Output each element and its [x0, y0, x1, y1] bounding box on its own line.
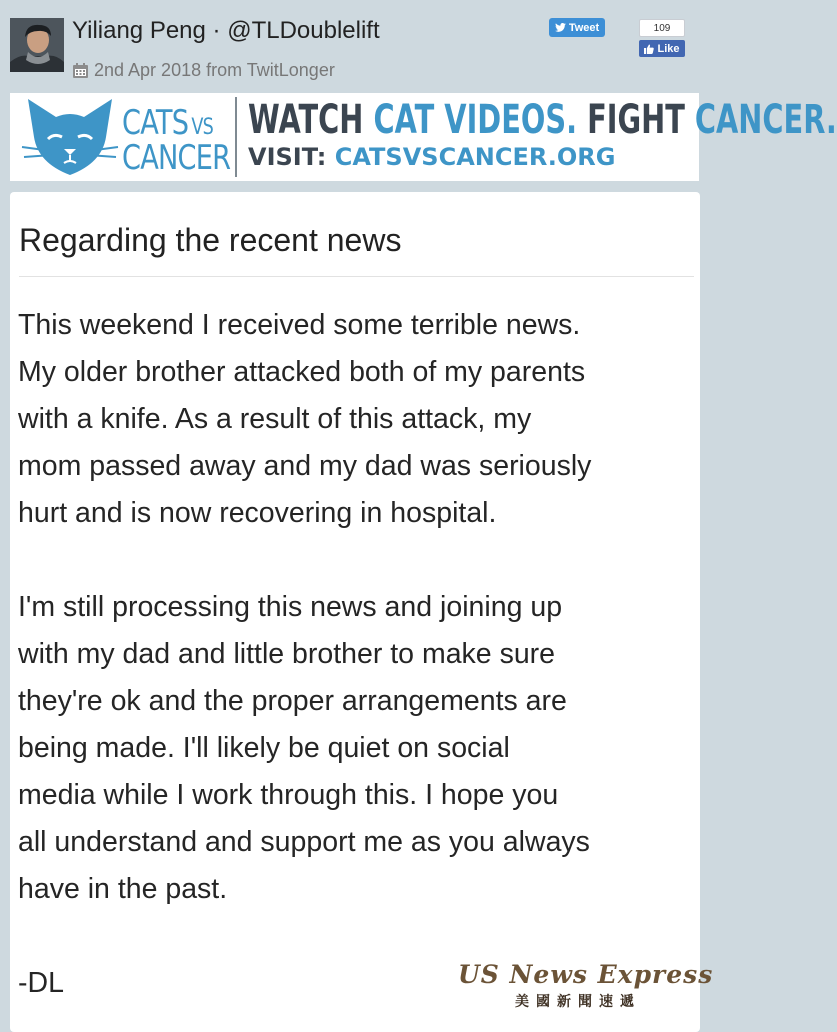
banner-url[interactable]: [248, 143, 615, 171]
banner-url-link: CATSVSCANCER.ORG: [334, 143, 616, 171]
thumbs-up-icon: [644, 44, 654, 54]
post-title: Regarding the recent news: [19, 222, 402, 258]
banner-headline: [248, 97, 837, 143]
like-label: Like: [657, 42, 680, 55]
watermark-subtitle: 美國新聞速遞: [515, 994, 641, 1010]
tweet-button[interactable]: [549, 18, 605, 37]
like-button[interactable]: [639, 40, 685, 57]
text-line: all understand and support me as you always: [18, 826, 590, 858]
title-divider: [19, 276, 694, 277]
like-count: 109: [639, 19, 685, 37]
text-line: with my dad and little brother to make sure: [18, 638, 556, 670]
text-line: I'm still processing this news and joining up: [18, 591, 563, 623]
calendar-icon: [72, 62, 89, 79]
tweet-label: Tweet: [568, 21, 600, 34]
text-line: media while I work through this. I hope you: [18, 779, 559, 811]
twitter-bird-icon: [555, 23, 566, 32]
watermark-title: US News Express: [458, 960, 714, 989]
banner-cancer: CANCER: [122, 138, 231, 178]
signature-line: -DL: [18, 967, 64, 999]
post-date: 2nd Apr 2018 from TwitLonger: [94, 60, 335, 80]
ad-banner[interactable]: [10, 93, 837, 181]
banner-headline-part: CAT VIDEOS.: [373, 97, 578, 143]
avatar[interactable]: [10, 18, 64, 72]
text-line: being made. I'll likely be quiet on social: [18, 732, 510, 764]
banner-cats-vs: [122, 103, 213, 143]
banner-vs: VS: [191, 115, 213, 140]
post-header: [0, 0, 702, 92]
post-meta: [72, 60, 335, 81]
banner-headline-part: FIGHT: [577, 97, 695, 143]
text-line: with a knife. As a result of this attack, my: [18, 403, 532, 435]
post-paragraph-1: [18, 302, 698, 537]
text-line: This weekend I received some terrible news.: [18, 309, 581, 341]
text-line: mom passed away and my dad was seriously: [18, 450, 592, 482]
post-paragraph-2: [18, 584, 698, 913]
cat-logo-icon: [22, 97, 118, 177]
banner-headline-part: CANCER.: [694, 97, 837, 143]
banner-url-prefix: VISIT:: [248, 143, 335, 171]
author-name[interactable]: Yiliang Peng · @TLDoublelift: [72, 17, 380, 44]
text-line: My older brother attacked both of my parents: [18, 356, 586, 388]
text-line: they're ok and the proper arrangements are: [18, 685, 567, 717]
watermark: [458, 960, 714, 1011]
text-line: hurt and is now recovering in hospital.: [18, 497, 497, 529]
like-widget: [639, 19, 685, 57]
banner-cats: CATS: [122, 103, 189, 143]
banner-divider: [235, 97, 237, 177]
banner-headline-part: WATCH: [248, 97, 374, 143]
text-line: have in the past.: [18, 873, 228, 905]
post-card: [10, 192, 714, 1032]
